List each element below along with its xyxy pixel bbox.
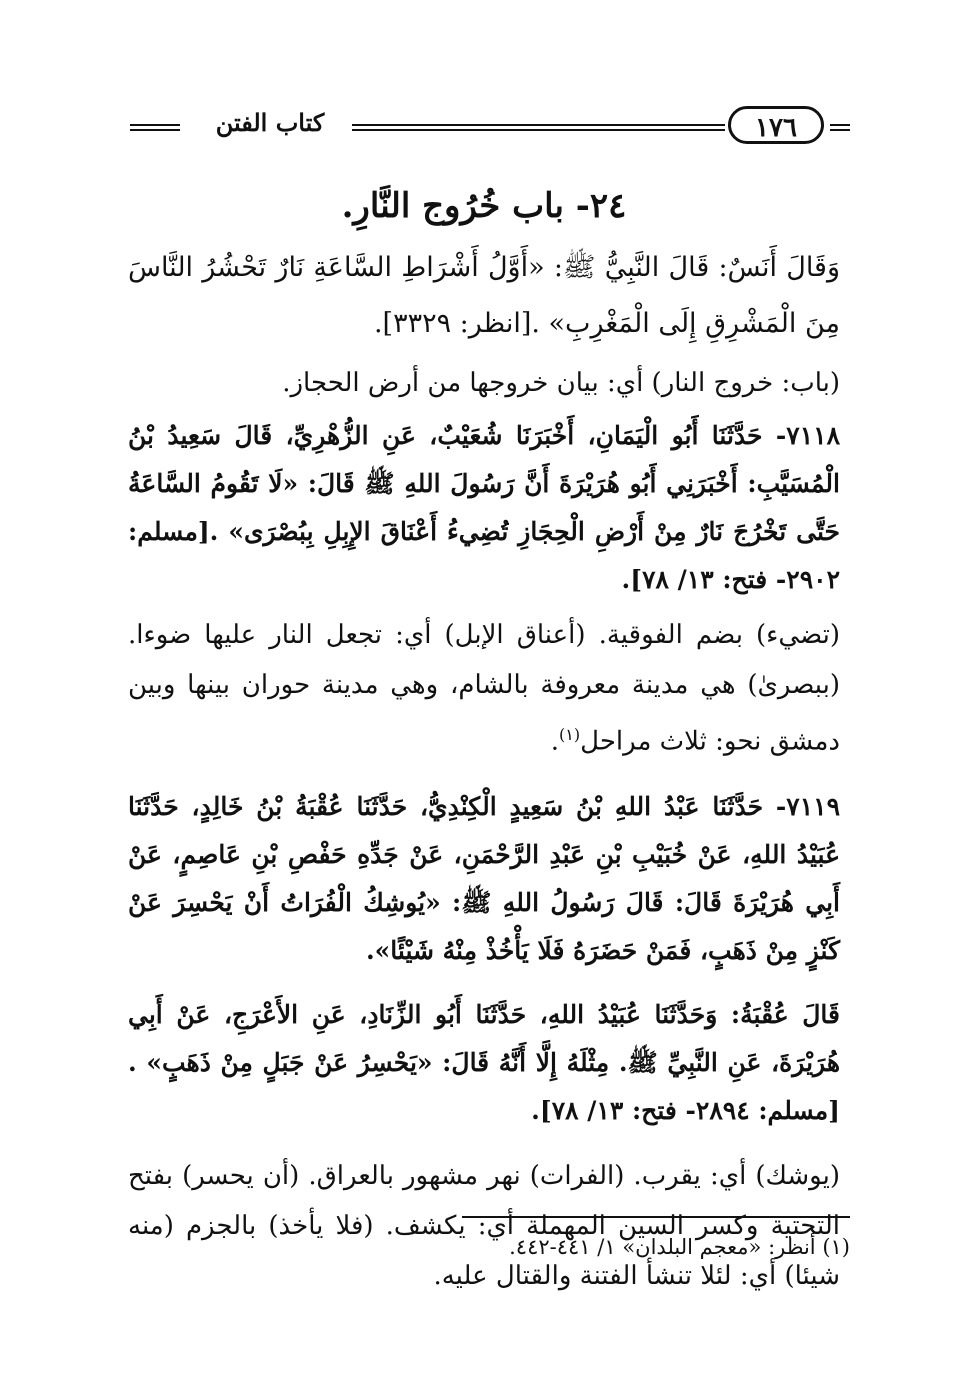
book-title: كتاب الفتن (215, 108, 325, 137)
page-number: ١٧٦ (728, 106, 824, 144)
paragraph-commentary: (باب: خروج النار) أي: بيان خروجها من أرض الحجاز. (282, 368, 840, 398)
commentary-text: (تضيء) بضم الفوقية. (أعناق الإبل) أي: تجعل النار عليها ضوءا. (ببصرىٰ) هي مدينة معروفة بالشام، وهي مدينة حوران بينها وبين دمشق نحو: ثلاث مراحل (128, 620, 840, 757)
paragraph-anas-narration: وَقَالَ أَنَسٌ: قَالَ النَّبِيُّ ﷺ: «أَوَّلُ أَشْرَاطِ السَّاعَةِ نَارٌ تَحْشُرُ النَّاسَ مِنَ الْمَشْرِقِ إِلَى الْمَغْرِبِ» .[انظر: ٣٣٢٩]. (128, 252, 840, 339)
chapter-title: ٢٤- باب خُرُوج النَّارِ. (341, 186, 627, 226)
paragraph-commentary: (يوشك) أي: يقرب. (الفرات) نهر مشهور بالعراق. (أن يحسر) بفتح التحتية وكسر السين المهملة أي: يكشف. (فلا يأخذ) بالجزم (منه شيئا) أي: لئلا تنشأ الفتنة والقتال عليه. (128, 1160, 840, 1291)
paragraph-commentary (128, 610, 840, 767)
commentary-end: . (550, 726, 560, 757)
footnote-marker[interactable]: (١) (559, 725, 581, 744)
footnote: (١) أنظر: «معجم البلدان» ١/ ٤٤١-٤٤٢. (509, 1235, 850, 1259)
header-rule-right (830, 124, 850, 131)
page-header (130, 100, 850, 150)
paragraph-hadith-7118: ٧١١٨- حَدَّثَنَا أَبُو الْيَمَانِ، أَخْبَرَنَا شُعَيْبٌ، عَنِ الزُّهْرِيِّ، قَالَ سَعِيدُ بْنُ الْمُسَيَّبِ: أَخْبَرَنِي أَبُو هُرَيْرَةَ أَنَّ رَسُولَ اللهِ ﷺ قَالَ: «لَا تَقُومُ السَّاعَةُ حَتَّى تَخْرُجَ نَارٌ مِنْ أَرْضِ الْحِجَازِ تُضِيءُ أَعْنَاقَ الإِبِلِ بِبُصْرَى» .[مسلم: ٢٩٠٢- فتح: ١٣/ ٧٨]. (128, 421, 840, 594)
footnote-rule (462, 1216, 850, 1218)
paragraph-hadith-7119: ٧١١٩- حَدَّثَنَا عَبْدُ اللهِ بْنُ سَعِيدٍ الْكِنْدِيُّ، حَدَّثَنَا عُقْبَةُ بْنُ خَالِدٍ، حَدَّثَنَا عُبَيْدُ اللهِ، عَنْ خُبَيْبِ بْنِ عَبْدِ الرَّحْمَنِ، عَنْ جَدِّهِ حَفْصِ بْنِ عَاصِمٍ، عَنْ أَبِي هُرَيْرَةَ قَالَ: قَالَ رَسُولُ اللهِ ﷺ: «يُوشِكُ الْفُرَاتُ أَنْ يَحْسِرَ عَنْ كَنْزٍ مِنْ ذَهَبٍ، فَمَنْ حَضَرَهُ فَلَا يَأْخُذْ مِنْهُ شَيْئًا». (128, 791, 840, 965)
page-body (128, 180, 840, 1301)
header-rule-middle (352, 124, 725, 131)
paragraph-hadith-uqba: قَالَ عُقْبَةُ: وَحَدَّثَنَا عُبَيْدُ اللهِ، حَدَّثَنَا أَبُو الزِّنَادِ، عَنِ الأَعْرَجِ، عَنْ أَبِي هُرَيْرَةَ، عَنِ النَّبِيِّ ﷺ. مِثْلَهُ إِلَّا أَنَّهُ قَالَ: «يَحْسِرُ عَنْ جَبَلٍ مِنْ ذَهَبٍ» .[مسلم: ٢٨٩٤- فتح: ١٣/ ٧٨]. (128, 999, 840, 1125)
header-rule-left (130, 124, 180, 131)
